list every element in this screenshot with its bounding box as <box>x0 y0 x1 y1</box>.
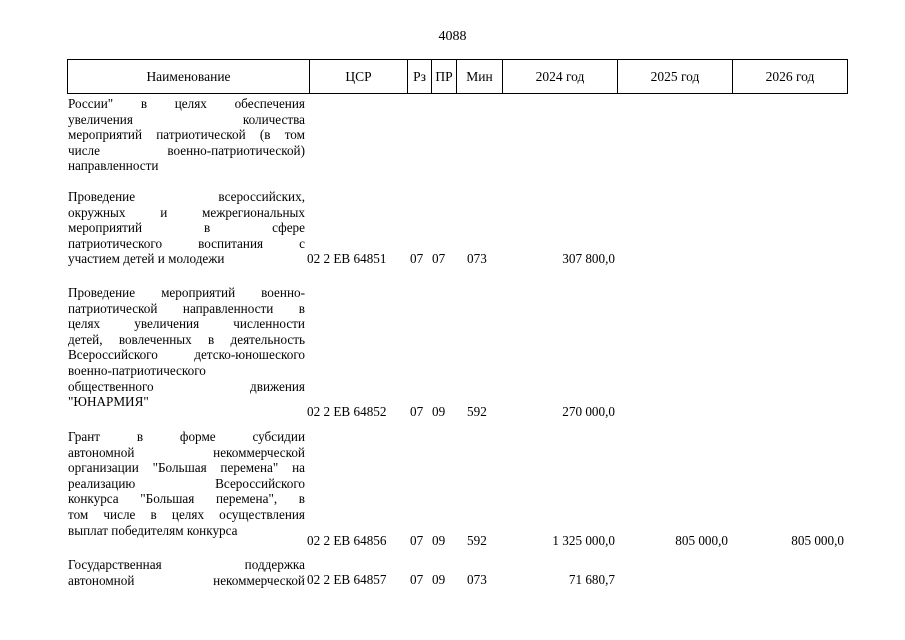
name-line: Всероссийского детско-юношеского <box>68 347 305 363</box>
name-line: России" в целях обеспечения <box>68 96 305 111</box>
name-line: Грант в форме субсидии <box>68 429 305 444</box>
row-csr: 02 2 ЕВ 64851 <box>307 251 387 266</box>
name-line: Государственная поддержка <box>68 557 305 572</box>
row-2024: 307 800,0 <box>562 251 615 266</box>
row-pr: 07 <box>432 251 446 266</box>
header-name: Наименование <box>146 68 231 84</box>
name-line: патриотической направленности в <box>68 300 305 316</box>
name-line: выплат победителям конкурса <box>68 522 238 538</box>
name-line: общественного движения <box>68 378 305 394</box>
name-line: автономной некоммерческой <box>68 444 305 460</box>
row-name <box>68 557 305 588</box>
name-line: конкурса "Большая перемена", в <box>68 491 305 507</box>
name-line: автономной некоммерческой <box>68 572 305 588</box>
header-2024: 2024 год <box>502 60 617 93</box>
header-2025: 2025 год <box>617 60 732 93</box>
row-2025: 805 000,0 <box>675 533 728 548</box>
row-rz: 07 <box>410 533 424 548</box>
name-line: детей, вовлеченных в деятельность <box>68 331 305 347</box>
row-min: 073 <box>467 251 487 266</box>
row-2026: 805 000,0 <box>791 533 844 548</box>
row-name <box>68 189 305 267</box>
name-line: целях увеличения численности <box>68 316 305 332</box>
name-line: мероприятий патриотической (в том <box>68 127 305 143</box>
row-name <box>68 285 305 410</box>
row-pr: 09 <box>432 572 446 587</box>
row-min: 592 <box>467 533 487 548</box>
row-pr: 09 <box>432 533 446 548</box>
row-rz: 07 <box>410 572 424 587</box>
name-line: мероприятий в сфере <box>68 220 305 236</box>
row-pr: 09 <box>432 404 446 419</box>
name-line: окружных и межрегиональных <box>68 204 305 220</box>
name-line: Проведение всероссийских, <box>68 189 305 204</box>
name-line: Проведение мероприятий военно- <box>68 285 305 300</box>
header-2026: 2026 год <box>732 60 847 93</box>
row-2024: 1 325 000,0 <box>552 533 615 548</box>
row-name <box>68 96 305 174</box>
name-line: реализацию Всероссийского <box>68 475 305 491</box>
name-line: направленности <box>68 158 159 174</box>
header-csr: ЦСР <box>309 60 407 93</box>
header-min: Мин <box>456 60 502 93</box>
row-csr: 02 2 ЕВ 64857 <box>307 572 387 587</box>
table-header <box>67 59 848 94</box>
name-line: организации "Большая перемена" на <box>68 460 305 476</box>
name-line: участием детей и молодежи <box>68 251 225 267</box>
row-rz: 07 <box>410 404 424 419</box>
name-line: патриотического воспитания с <box>68 235 305 251</box>
row-2024: 270 000,0 <box>562 404 615 419</box>
name-line: увеличения количества <box>68 111 305 127</box>
row-min: 073 <box>467 572 487 587</box>
header-pr: ПР <box>431 60 456 93</box>
name-line: том числе в целях осуществления <box>68 506 305 522</box>
row-name <box>68 429 305 538</box>
row-2024: 71 680,7 <box>568 572 615 587</box>
header-rz: Рз <box>407 60 431 93</box>
row-csr: 02 2 ЕВ 64852 <box>307 404 387 419</box>
page-number: 4088 <box>438 29 467 44</box>
row-csr: 02 2 ЕВ 64856 <box>307 533 387 548</box>
name-line: военно-патриотического <box>68 362 206 378</box>
name-line: числе военно-патриотической) <box>68 142 305 158</box>
name-line: "ЮНАРМИЯ" <box>68 394 149 410</box>
row-rz: 07 <box>410 251 424 266</box>
row-min: 592 <box>467 404 487 419</box>
